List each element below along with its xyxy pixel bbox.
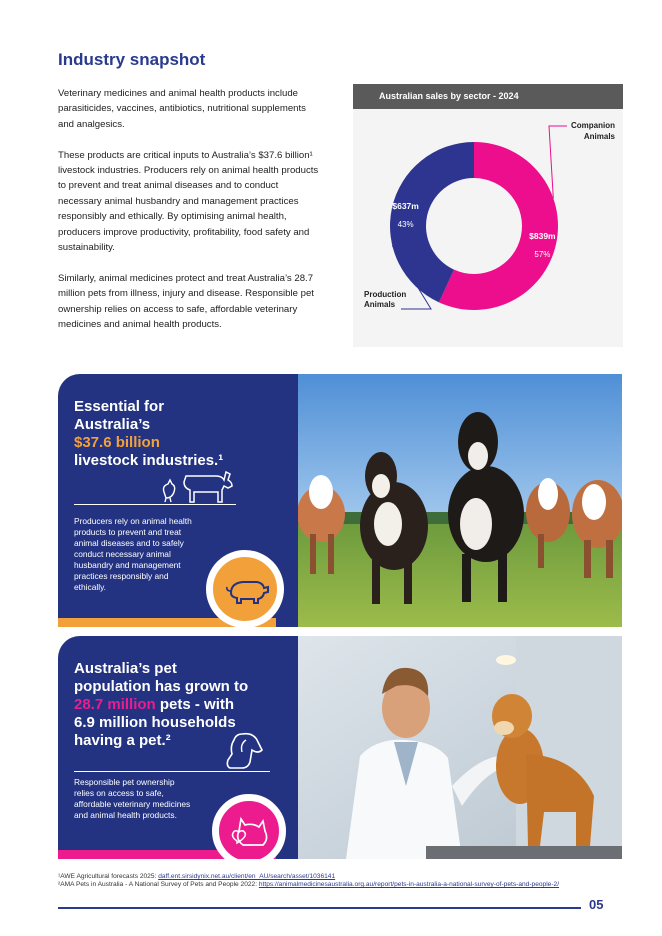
intro-paragraph: These products are critical inputs to Australia’s $37.6 billion¹ livestock industries. Producers rely on animal health products to prevent and treat animal diseases and to conduct necessary animal husbandry and management practices responsibly and ethically. By optimising animal health, producers improve productivity, profitability, food safety and sustainability. [58,149,319,254]
cat-badge [212,794,286,859]
intro-paragraph: Veterinary medicines and animal health products include parasiticides, vaccines, antibiotics, nutritional supplements and analgesics. [58,88,306,130]
headline-divider [74,504,236,505]
slice-percent-label: 43% [397,220,414,230]
category-label: Animals [583,132,615,141]
dog-icon [220,728,266,772]
category-label: Companion [571,121,615,130]
chart-title: Australian sales by sector - 2024 [353,84,623,109]
footer-rule [58,907,581,909]
headline-divider [74,771,270,772]
footnotes [58,873,568,890]
footnote-link[interactable]: daff.ent.sirsidynix.net.au/client/en_AU/search/asset/1036141 [158,873,336,880]
cows-photo [276,374,622,627]
pets-value: 28.7 million [74,696,156,713]
cow-icon [156,466,234,504]
footnote-1: ¹AWE Agricultural forecasts 2025: daff.ent.sirsidynix.net.au/client/en_AU/search/asset/1036141 [58,873,336,880]
intro-paragraph: Similarly, animal medicines protect and treat Australia’s 28.7 million pets from illness, injury and disease. Responsible pet ownership relies on access to safe, affordable veterinary medicines and animal health products. [58,272,314,331]
intro-text [58,86,323,348]
category-label: Animals [364,300,396,309]
cat-heart-icon [219,801,279,859]
footnote-link[interactable]: https://animalmedicinesaustralia.org.au/report/pets-in-australia-a-national-survey-of-pets-and-people-2/ [258,881,560,889]
slice-value-label: $839m [529,230,556,241]
livestock-value: $37.6 billion [74,434,160,451]
pig-icon [213,557,277,621]
page-title: Industry snapshot [58,50,206,69]
slice-value-label: $637m [392,201,419,212]
pig-badge [206,550,284,627]
donut-chart [353,84,623,347]
leader-line [549,126,567,198]
livestock-body: Producers rely on animal health products to prevent and treat animal diseases and to safely conduct necessary animal husbandry and management practices responsibly and ethically. [74,516,192,592]
vet-dog-photo [276,636,622,859]
footnote-2: ²AMA Pets in Australia - A National Survey of Pets and People 2022: https://animalmedicinesaustralia.org.au/report/pets-in-australia-a-national-survey-of-pets-and-people-2/ [58,881,560,889]
pets-card [58,636,622,859]
livestock-headline: Essential for Australia’s $37.6 billion livestock industries.¹ [74,398,224,469]
pets-body: Responsible pet ownership relies on access to safe, affordable veterinary medicines and animal health products. [74,777,191,820]
sales-chart-panel [353,84,623,347]
page-number: 05 [589,897,604,912]
slice-percent-label: 57% [534,249,551,259]
livestock-card [58,374,622,627]
pets-headline: Australia’s pet population has grown to 28.7 million pets - with 6.9 million households having a pet.² [74,660,249,749]
category-label: Production [364,290,407,299]
